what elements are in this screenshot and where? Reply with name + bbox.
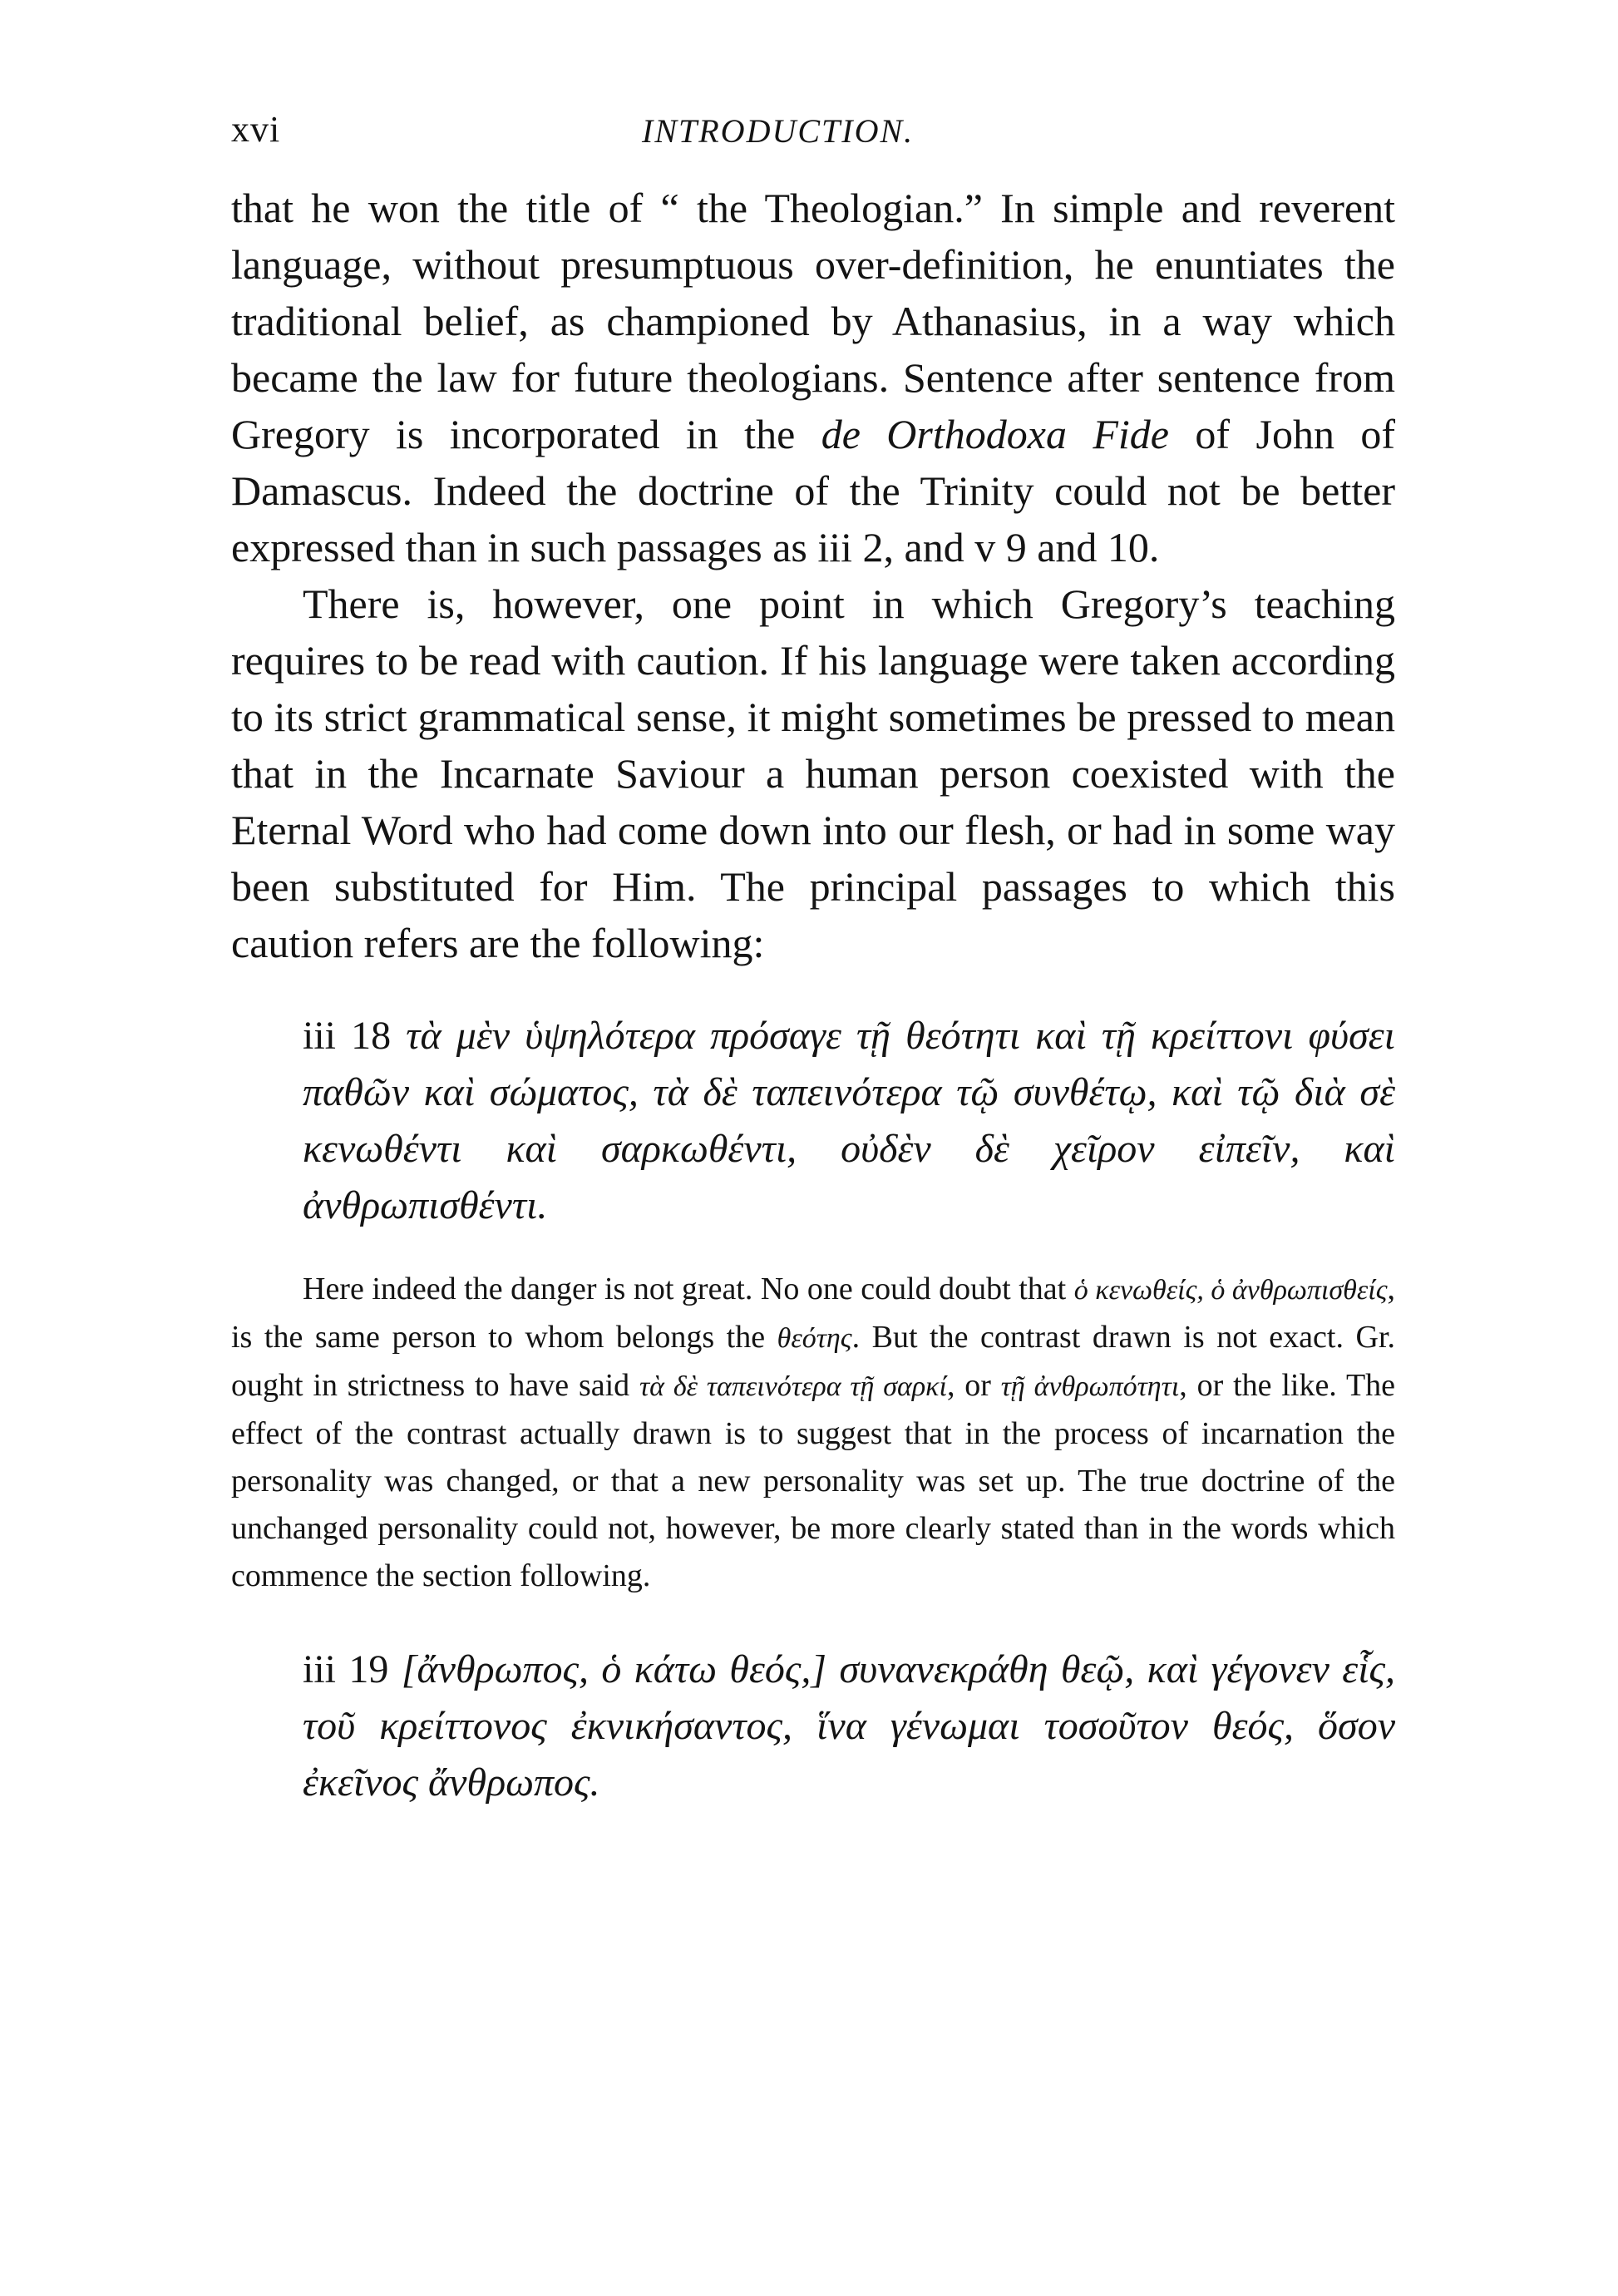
running-title: INTRODUCTION. xyxy=(642,112,915,150)
note-paragraph xyxy=(231,1266,1395,1600)
note-text: , or xyxy=(946,1368,1001,1403)
note-text: . But the contrast drawn is not exact. Gr. ought in strictness to have said xyxy=(231,1320,1395,1403)
paragraph-2: There is, however, one point in which Gregory’s teaching requires to be read with caution. If his language were taken according to its strict grammatical sense, it might sometimes be pressed to mean that in the Incarnate Saviour a human person coexisted with the Eternal Word who had come down into our flesh, or had in some way been substituted for Him. The principal passages to which this caution refers are the following: xyxy=(231,580,1395,966)
commentary-note xyxy=(231,1266,1395,1600)
work-title-de-orthodoxa-fide: de Orthodoxa Fide xyxy=(821,411,1169,457)
greek-text: [ἄνθρωπος, ὁ κάτω θεός,] συνανεκράθη θεῷ, καὶ γέγονεν εἷς, τοῦ κρείττονος ἐκνικήσαντος, ἵνα γένωμαι τοσοῦτον θεός, ὅσον ἐκεῖνος ἄνθρωπος. xyxy=(303,1647,1396,1805)
note-text: Here indeed the danger is not great. No one could doubt that xyxy=(303,1271,1074,1306)
paragraph-1-tail: of John of Damascus. Indeed the doctrine of the Trinity could not be better expressed than in such passages as iii 2, and v 9 and 10. xyxy=(231,411,1396,570)
note-text: , or the like. The effect of the contrast actually drawn is to suggest that in the process of incarnation the personality was changed, or that a new personality was set up. The true doctrine of the unchanged personality could not, however, be more clearly stated than in the words which commence the section following. xyxy=(231,1368,1396,1593)
book-page xyxy=(231,108,1395,1811)
quote-reference: iii 18 xyxy=(303,1014,392,1058)
greek-quote-iii-19 xyxy=(231,1642,1395,1811)
note-text: , is the same person to whom belongs the xyxy=(231,1271,1395,1355)
paragraph-1 xyxy=(231,180,1395,575)
note-greek: τὰ δὲ ταπεινότερα τῇ σαρκί xyxy=(639,1371,947,1402)
greek-text: τὰ μὲν ὑψηλότερα πρόσαγε τῇ θεότητι καὶ τῇ κρείττονι φύσει παθῶν καὶ σώματος, τὰ δὲ ταπεινότερα τῷ συνθέτῳ, καὶ τῷ διὰ σὲ κενωθέντι καὶ σαρκωθέντι, οὐδὲν δὲ χεῖρον εἰπεῖν, καὶ ἀνθρωπισθέντι. xyxy=(303,1014,1395,1227)
greek-quote-iii-18 xyxy=(231,1008,1395,1234)
note-greek: τῇ ἀνθρωπότητι xyxy=(1000,1371,1180,1402)
page-number: xvi xyxy=(231,109,281,150)
note-greek: ὁ κενωθείς, ὁ ἀνθρωπισθείς xyxy=(1073,1275,1388,1306)
quote-reference: iii 19 xyxy=(303,1647,389,1691)
running-head xyxy=(231,108,1395,158)
paragraph-1-lead: that he won the title of “ the Theologian.” In simple and reverent language, without presumptuous over-definition, he enuntiates the traditional belief, as championed by Athanasius, in a way which became the law for future theologians. Sentence after sentence from Gregory is incorporated in the xyxy=(231,185,1395,457)
note-greek: θεότης xyxy=(777,1323,852,1354)
body-text xyxy=(231,180,1395,971)
